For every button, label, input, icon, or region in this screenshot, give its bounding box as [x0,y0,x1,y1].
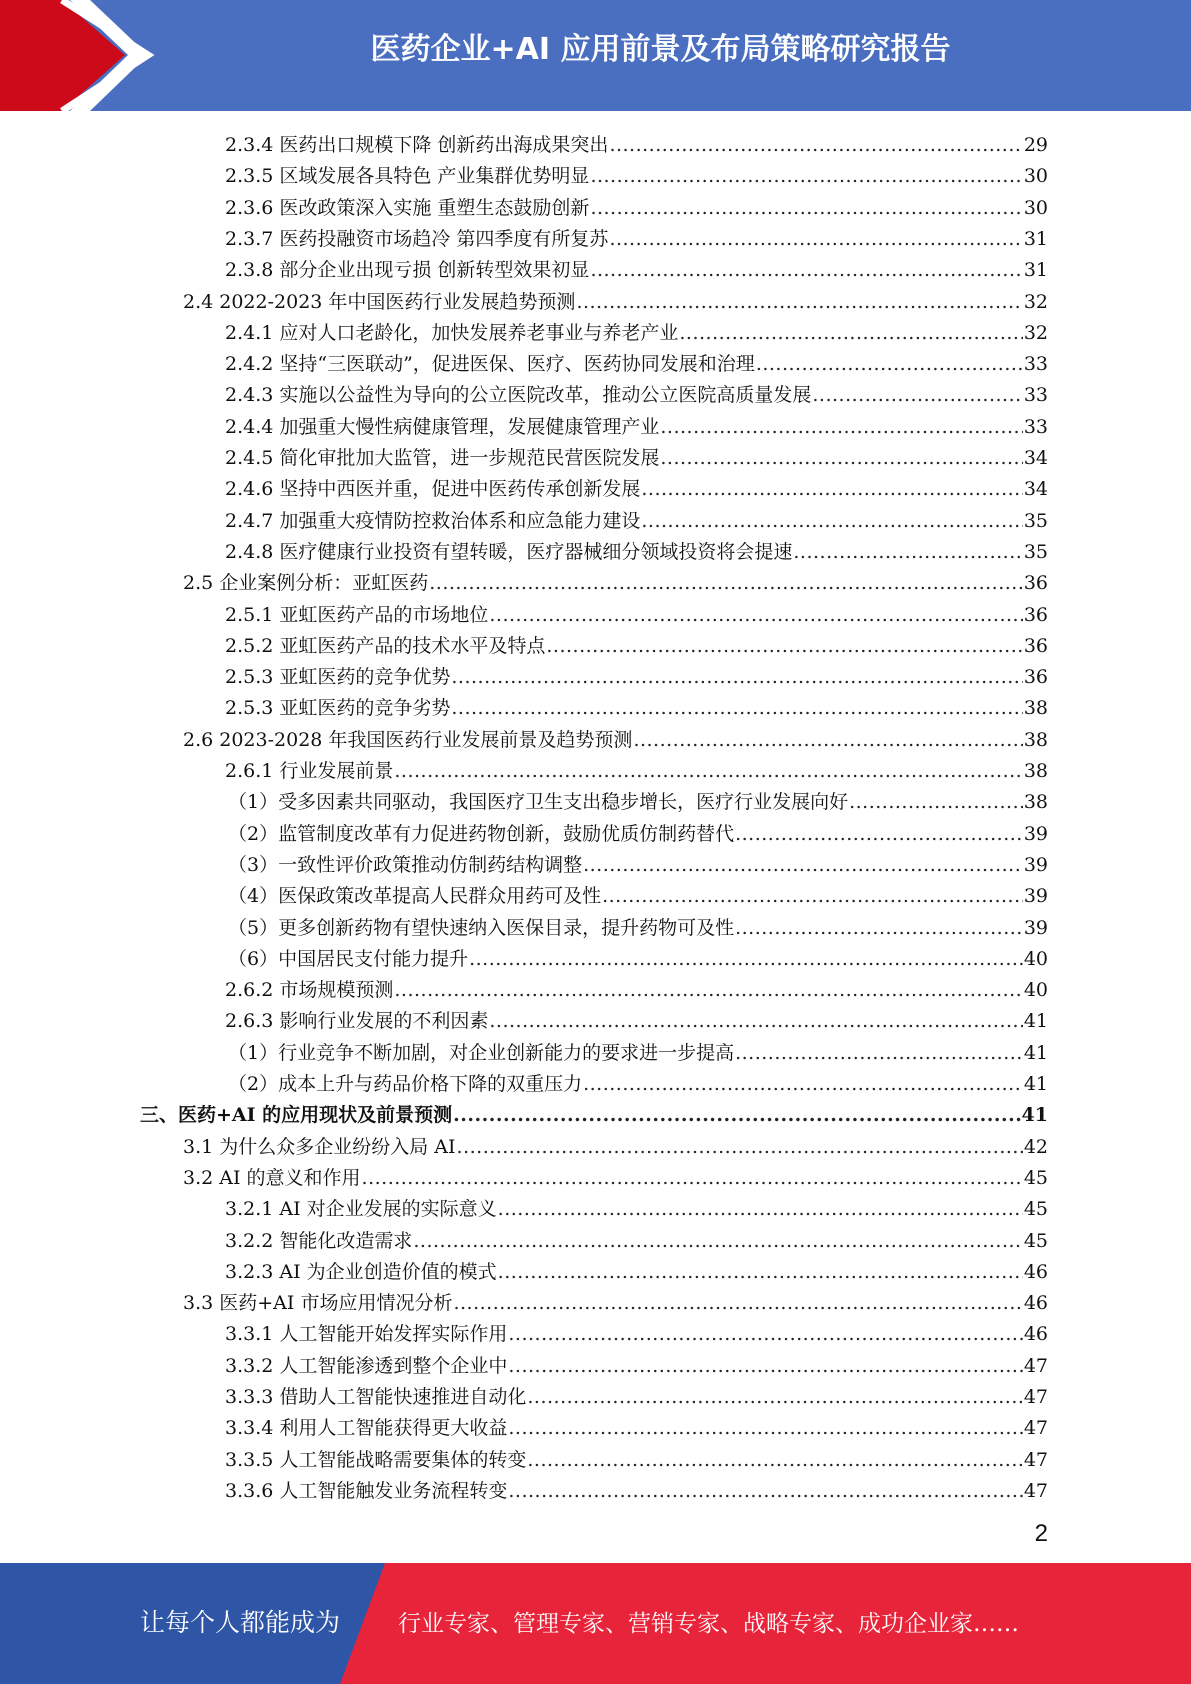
toc-entry[interactable] [228,909,1048,940]
toc-entry-title: 2.5 企业案例分析：亚虹医药 [183,572,429,594]
toc-entry-title: 2.6.3 影响行业发展的不利因素 [225,1010,489,1032]
toc-entry-title: 2.3.8 部分企业出现亏损 创新转型效果初显 [225,259,590,281]
toc-entry-page: 36 [1023,572,1048,594]
toc-entry[interactable] [225,376,1048,407]
toc-entry-title: 2.5.2 亚虹医药产品的技术水平及特点 [225,635,546,657]
toc-entry[interactable] [225,596,1048,627]
toc-entry[interactable] [225,251,1048,282]
toc-dot-leader [660,446,1022,470]
toc-entry-page: 47 [1023,1449,1048,1471]
toc-entry-title: 2.3.4 医药出口规模下降 创新药出海成果突出 [225,134,609,156]
toc-dot-leader [451,696,1022,720]
toc-dot-leader [469,947,1023,971]
toc-dot-leader [590,196,1022,220]
toc-entry-page: 39 [1023,917,1048,939]
toc-entry-title: 3.3.5 人工智能战略需要集体的转变 [225,1449,527,1471]
toc-entry-title: 3.3.3 借助人工智能快速推进自动化 [225,1386,527,1408]
toc-entry[interactable] [183,283,1048,314]
toc-entry-title: 2.6 2023-2028 年我国医药行业发展前景及趋势预测 [183,729,633,751]
toc-entry-page: 47 [1023,1480,1048,1502]
toc-entry-page: 34 [1023,447,1048,469]
toc-entry-title: 2.3.7 医药投融资市场趋冷 第四季度有所复苏 [225,228,609,250]
toc-entry[interactable] [225,627,1048,658]
toc-entry-title: 3.3.6 人工智能触发业务流程转变 [225,1480,508,1502]
toc-entry[interactable] [225,1190,1048,1221]
page-footer [0,1563,1191,1684]
toc-entry-page: 47 [1023,1355,1048,1377]
toc-dot-leader [508,1479,1022,1503]
toc-entry[interactable] [228,846,1048,877]
toc-dot-leader [498,1260,1023,1284]
toc-entry-page: 47 [1023,1386,1048,1408]
toc-entry-page: 41 [1023,1042,1048,1064]
toc-entry-page: 39 [1023,854,1048,876]
toc-entry-title: 3.3.2 人工智能渗透到整个企业中 [225,1355,508,1377]
toc-entry-page: 38 [1023,760,1048,782]
toc-entry[interactable] [228,877,1048,908]
toc-entry-page: 35 [1023,510,1048,532]
toc-entry-title: 2.4.7 加强重大疫情防控救治体系和应急能力建设 [225,510,641,532]
toc-dot-leader [546,634,1022,658]
toc-dot-leader [812,383,1022,407]
toc-entry-title: 2.4.2 坚持“三医联动”，促进医保、医疗、医药协同发展和治理 [225,353,755,375]
toc-entry[interactable] [225,1253,1048,1284]
toc-entry-page: 30 [1023,197,1048,219]
toc-entry-page: 38 [1023,729,1048,751]
toc-entry[interactable] [225,1347,1048,1378]
toc-entry[interactable] [225,1002,1048,1033]
toc-entry-page: 41 [1021,1104,1048,1126]
toc-entry-page: 45 [1023,1230,1048,1252]
toc-entry[interactable] [183,1128,1048,1159]
toc-dot-leader [735,1041,1023,1065]
toc-entry[interactable] [225,1378,1048,1409]
toc-entry[interactable] [225,1441,1048,1472]
toc-entry-page: 36 [1023,666,1048,688]
toc-entry-page: 34 [1023,478,1048,500]
toc-entry[interactable] [225,533,1048,564]
toc-entry[interactable] [225,658,1048,689]
toc-entry[interactable] [228,815,1048,846]
toc-entry-page: 36 [1023,635,1048,657]
toc-entry-title: 2.4.3 实施以公益性为导向的公立医院改革，推动公立医院高质量发展 [225,384,812,406]
toc-entry-title: 3.3.1 人工智能开始发挥实际作用 [225,1323,508,1345]
toc-entry-page: 41 [1023,1010,1048,1032]
toc-dot-leader [453,1291,1022,1315]
toc-entry-title: 2.4.4 加强重大慢性病健康管理，发展健康管理产业 [225,416,660,438]
toc-entry-title: 3.3.4 利用人工智能获得更大收益 [225,1417,508,1439]
toc-entry[interactable] [225,157,1048,188]
toc-dot-leader [394,759,1022,783]
toc-entry-title: （4）医保政策改革提高人民群众用药可及性 [228,885,602,907]
toc-entry-title: （1）行业竞争不断加剧，对企业创新能力的要求进一步提高 [228,1042,735,1064]
toc-entry-title: （6）中国居民支付能力提升 [228,948,469,970]
toc-entry[interactable] [225,345,1048,376]
toc-entry-title: 2.6.1 行业发展前景 [225,760,394,782]
toc-entry-page: 33 [1023,353,1048,375]
toc-entry-page: 41 [1023,1073,1048,1095]
toc-dot-leader [679,321,1022,345]
toc-entry[interactable] [225,314,1048,345]
toc-entry-page: 40 [1023,948,1048,970]
toc-dot-leader [576,290,1022,314]
toc-dot-leader [609,227,1022,251]
toc-entry[interactable] [228,783,1048,814]
toc-entry-title: 3.2.1 AI 对企业发展的实际意义 [225,1198,497,1220]
toc-dot-leader [451,665,1022,689]
toc-entry-page: 45 [1023,1167,1048,1189]
toc-dot-leader [527,1448,1022,1472]
toc-entry-page: 29 [1023,134,1048,156]
toc-entry-page: 33 [1023,416,1048,438]
toc-entry-title: （2）监管制度改革有力促进药物创新，鼓励优质仿制药替代 [228,823,735,845]
toc-dot-leader [590,164,1022,188]
toc-entry[interactable] [225,689,1048,720]
toc-dot-leader [508,1354,1022,1378]
toc-dot-leader [735,822,1023,846]
toc-entry[interactable] [225,1315,1048,1346]
toc-dot-leader [641,509,1022,533]
footer-slogan-right: 行业专家、管理专家、营销专家、战略专家、成功企业家…… [398,1611,1019,1637]
toc-dot-leader [429,571,1023,595]
toc-entry-page: 46 [1023,1261,1048,1283]
toc-dot-leader [413,1229,1022,1253]
toc-entry-page: 32 [1023,322,1048,344]
toc-entry-page: 36 [1023,604,1048,626]
toc-dot-leader [609,133,1022,157]
toc-entry[interactable] [225,439,1048,470]
toc-entry-title: 3.2.3 AI 为企业创造价值的模式 [225,1261,497,1283]
toc-dot-leader [660,415,1022,439]
toc-entry[interactable] [183,721,1048,752]
toc-entry-title: 2.3.6 医改政策深入实施 重塑生态鼓励创新 [225,197,590,219]
toc-dot-leader [489,1009,1022,1033]
toc-entry-page: 30 [1023,165,1048,187]
header-title: 医药企业+AI 应用前景及布局策略研究报告 [370,32,951,67]
toc-entry-title: 2.6.2 市场规模预测 [225,979,394,1001]
toc-entry-page: 39 [1023,885,1048,907]
toc-dot-leader [590,258,1022,282]
toc-dot-leader [508,1322,1022,1346]
toc-entry-page: 31 [1023,228,1048,250]
toc-entry-page: 39 [1023,823,1048,845]
toc-entry[interactable] [183,1159,1048,1190]
toc-dot-leader [633,728,1022,752]
toc-entry-title: 3.2 AI 的意义和作用 [183,1167,361,1189]
toc-entry-page: 46 [1023,1323,1048,1345]
toc-entry[interactable] [225,1472,1048,1503]
toc-entry[interactable] [225,752,1048,783]
toc-entry[interactable] [228,1034,1048,1065]
toc-entry-page: 38 [1023,697,1048,719]
toc-dot-leader [489,603,1022,627]
toc-dot-leader [641,477,1022,501]
toc-dot-leader [756,352,1023,376]
toc-dot-leader [362,1166,1023,1190]
toc-dot-leader [602,884,1023,908]
toc-entry[interactable] [225,126,1048,157]
toc-entry[interactable] [225,220,1048,251]
toc-entry-page: 46 [1023,1292,1048,1314]
toc-dot-leader [508,1416,1022,1440]
toc-dot-leader [793,540,1022,564]
toc-entry-page: 45 [1023,1198,1048,1220]
toc-dot-leader [735,916,1023,940]
toc-entry-title: 3.2.2 智能化改造需求 [225,1230,413,1252]
toc-entry[interactable] [225,1222,1048,1253]
toc-entry-title: 2.3.5 区域发展各具特色 产业集群优势明显 [225,165,590,187]
toc-dot-leader [457,1135,1023,1159]
toc-entry-page: 32 [1023,291,1048,313]
toc-entry-title: （2）成本上升与药品价格下降的双重压力 [228,1073,583,1095]
toc-entry-title: 2.4.8 医疗健康行业投资有望转暖，医疗器械细分领域投资将会提速 [225,541,793,563]
toc-dot-leader [849,790,1023,814]
toc-entry[interactable] [225,189,1048,220]
toc-entry-title: 3.1 为什么众多企业纷纷入局 AI [183,1136,456,1158]
toc-entry[interactable] [183,1284,1048,1315]
toc-entry-page: 33 [1023,384,1048,406]
toc-dot-leader [583,853,1023,877]
toc-entry-page: 42 [1023,1136,1048,1158]
toc-entry-title: 2.5.3 亚虹医药的竞争劣势 [225,697,451,719]
toc-dot-leader [394,978,1022,1002]
toc-entry-title: 3.3 医药+AI 市场应用情况分析 [183,1292,453,1314]
toc-entry[interactable] [225,408,1048,439]
toc-entry-page: 31 [1023,259,1048,281]
toc-dot-leader [453,1103,1020,1127]
toc-entry-title: （1）受多因素共同驱动，我国医疗卫生支出稳步增长，医疗行业发展向好 [228,791,849,813]
toc-entry-page: 47 [1023,1417,1048,1439]
toc-entry-page: 38 [1023,791,1048,813]
toc-entry-title: 2.5.1 亚虹医药产品的市场地位 [225,604,489,626]
toc-entry[interactable] [225,470,1048,501]
page-number: 2 [1034,1520,1048,1547]
toc-entry[interactable] [225,971,1048,1002]
toc-entry-page: 40 [1023,979,1048,1001]
toc-entry-title: 2.5.3 亚虹医药的竞争优势 [225,666,451,688]
toc-entry[interactable] [228,940,1048,971]
footer-slogan-left: 让每个人都能成为 [140,1608,341,1637]
toc-entry[interactable] [228,1065,1048,1096]
toc-entry-title: 2.4 2022-2023 年中国医药行业发展趋势预测 [183,291,576,313]
toc-entry[interactable] [225,1409,1048,1440]
toc-entry-title: （5）更多创新药物有望快速纳入医保目录，提升药物可及性 [228,917,735,939]
toc-entry[interactable] [225,502,1048,533]
toc-entry-title: 2.4.5 简化审批加大监管，进一步规范民营医院发展 [225,447,660,469]
page-header [0,0,1191,111]
toc-entry-page: 35 [1023,541,1048,563]
toc-entry[interactable] [140,1096,1048,1127]
toc-entry-title: （3）一致性评价政策推动仿制药结构调整 [228,854,583,876]
toc-entry[interactable] [183,564,1048,595]
toc-entry-title: 三、医药+AI 的应用现状及前景预测 [140,1104,453,1126]
toc-entry-title: 2.4.1 应对人口老龄化，加快发展养老事业与养老产业 [225,322,679,344]
toc-dot-leader [498,1197,1023,1221]
toc-entry-title: 2.4.6 坚持中西医并重，促进中医药传承创新发展 [225,478,641,500]
toc-dot-leader [583,1072,1023,1096]
toc-dot-leader [527,1385,1022,1409]
